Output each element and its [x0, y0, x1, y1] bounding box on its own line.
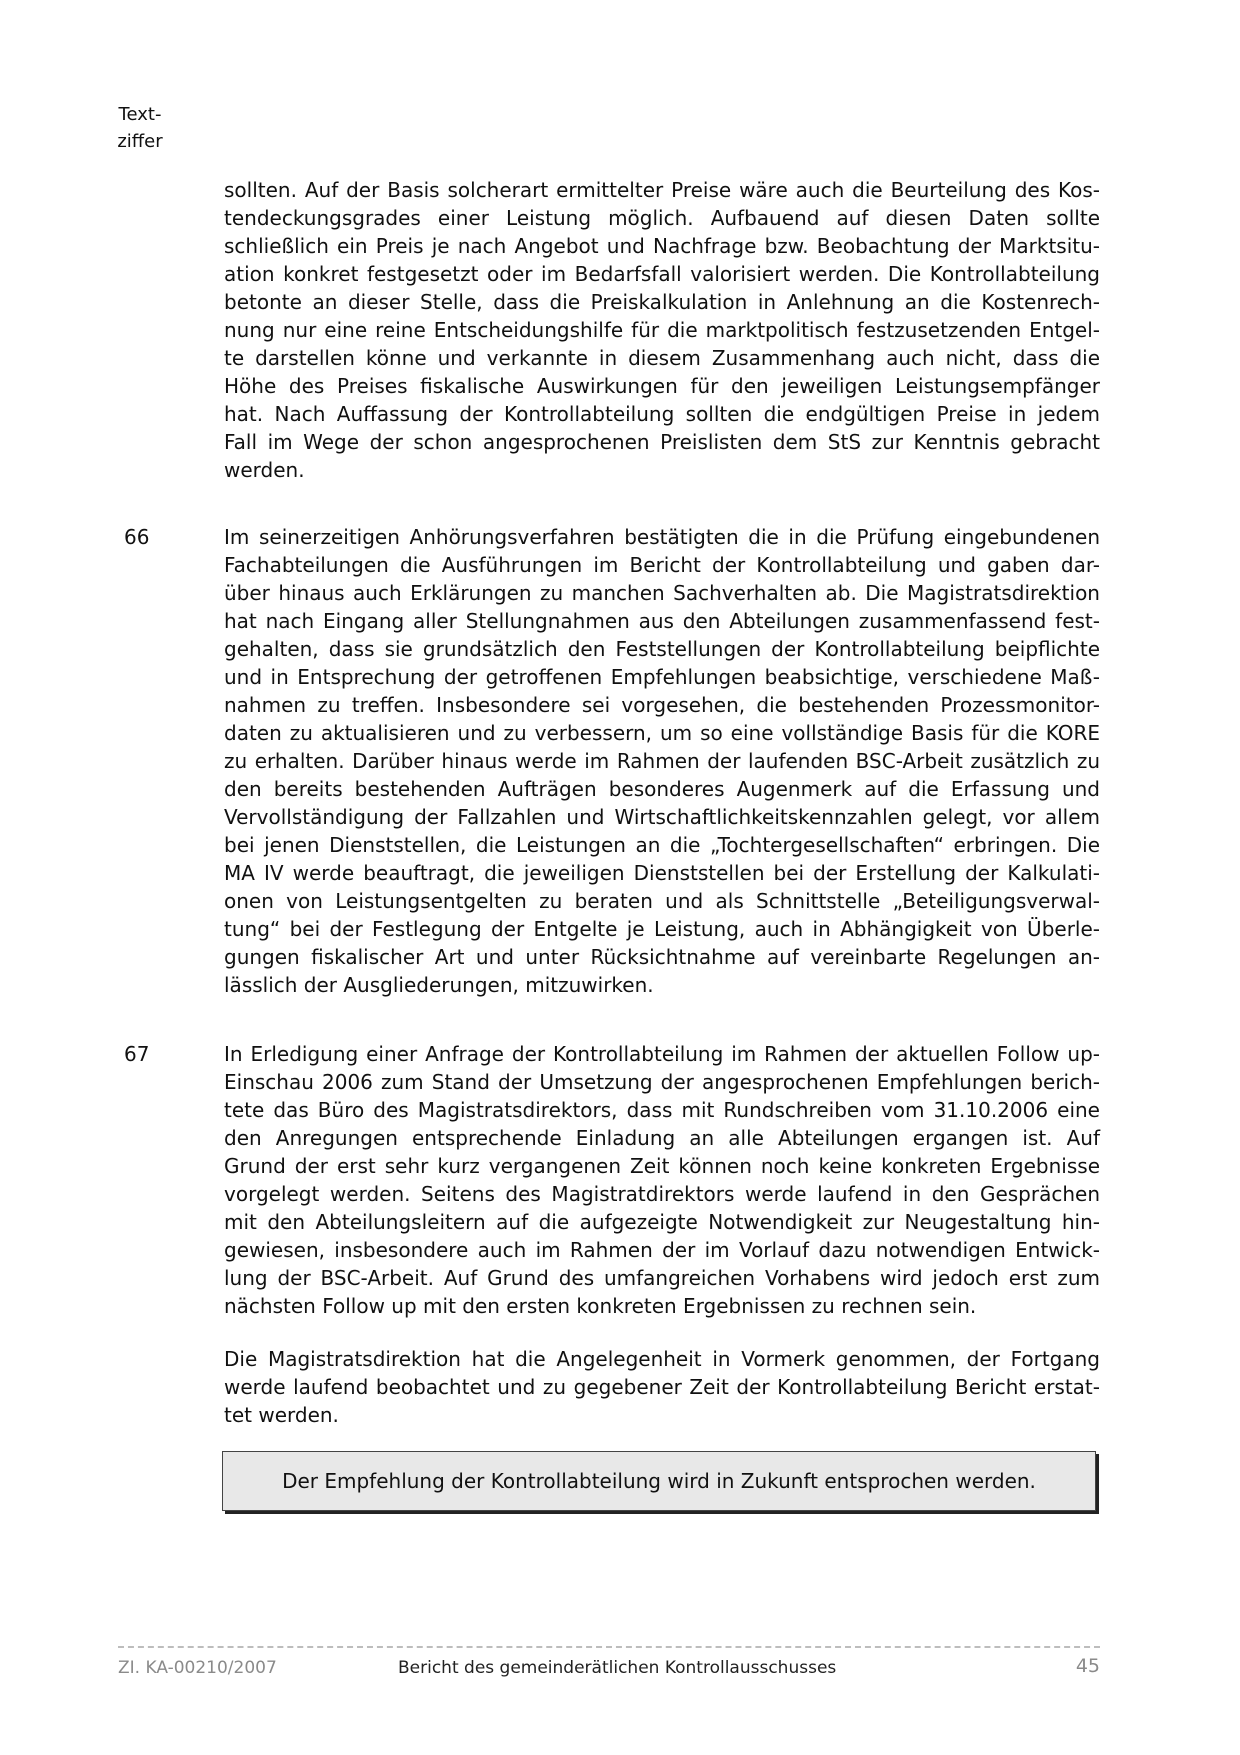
- paragraph-67-followup: [224, 1345, 1100, 1429]
- paragraph-line: sollten. Auf der Basis solcherart ermittelter Preise wäre auch die Beurteilung des Kos-: [224, 178, 1100, 202]
- paragraph-line: daten zu aktualisieren und zu verbessern, um so eine vollständige Basis für die KORE: [224, 721, 1100, 745]
- paragraph-line: tet werden.: [224, 1403, 339, 1427]
- paragraph-line: Höhe des Preises fiskalische Auswirkungen für den jeweiligen Leistungsempfänger: [224, 374, 1100, 398]
- paragraph-line: betonte an dieser Stelle, dass die Preiskalkulation in Anlehnung an die Kostenrech-: [224, 290, 1100, 314]
- paragraph-line: nahmen zu treffen. Insbesondere sei vorgesehen, die bestehenden Prozessmonitor-: [224, 693, 1100, 717]
- paragraph-line: Im seinerzeitigen Anhörungsverfahren bestätigten die in die Prüfung eingebundenen: [224, 525, 1100, 549]
- recommendation-box: Der Empfehlung der Kontrollabteilung wird in Zukunft entsprochen werden.: [222, 1451, 1096, 1511]
- paragraph-line: hat. Nach Auffassung der Kontrollabteilung sollten die endgültigen Preise in jedem: [224, 402, 1100, 426]
- paragraph-line: zu erhalten. Darüber hinaus werde im Rahmen der laufenden BSC-Arbeit zusätzlich zu: [224, 749, 1100, 773]
- paragraph-line: ation konkret festgesetzt oder im Bedarfsfall valorisiert werden. Die Kontrollabteilung: [224, 262, 1100, 286]
- paragraph-line: lung der BSC-Arbeit. Auf Grund des umfangreichen Vorhabens wird jedoch erst zum: [224, 1266, 1100, 1290]
- paragraph-line: Die Magistratsdirektion hat die Angelegenheit in Vormerk genommen, der Fortgang: [224, 1347, 1100, 1371]
- paragraph-line: tendeckungsgrades einer Leistung möglich. Aufbauend auf diesen Daten sollte: [224, 206, 1100, 230]
- paragraph-66: [224, 523, 1100, 999]
- paragraph-continuation: [224, 176, 1100, 484]
- paragraph-line: tete das Büro des Magistratsdirektors, dass mit Rundschreiben vom 31.10.2006 eine: [224, 1098, 1100, 1122]
- paragraph-line: Fall im Wege der schon angesprochenen Preislisten dem StS zur Kenntnis gebracht: [224, 430, 1100, 454]
- paragraph-line: nächsten Follow up mit den ersten konkreten Ergebnissen zu rechnen sein.: [224, 1294, 977, 1318]
- paragraph-line: bei jenen Dienststellen, die Leistungen an die „Tochtergesellschaften“ erbringen. Die: [224, 833, 1100, 857]
- paragraph-line: und in Entsprechung der getroffenen Empfehlungen beabsichtige, verschiedene Maß-: [224, 665, 1100, 689]
- paragraph-line: Einschau 2006 zum Stand der Umsetzung der angesprochenen Empfehlungen berich-: [224, 1070, 1100, 1094]
- paragraph-line: nung nur eine reine Entscheidungshilfe für die marktpolitisch festzusetzenden Entgel-: [224, 318, 1100, 342]
- paragraph-line: den bereits bestehenden Aufträgen besonderes Augenmerk auf die Erfassung und: [224, 777, 1100, 801]
- paragraph-line: MA IV werde beauftragt, die jeweiligen Dienststellen bei der Erstellung der Kalkulati-: [224, 861, 1100, 885]
- paragraph-line: In Erledigung einer Anfrage der Kontrollabteilung im Rahmen der aktuellen Follow up-: [224, 1042, 1100, 1066]
- paragraph-line: te darstellen könne und verkannte in diesem Zusammenhang auch nicht, dass die: [224, 346, 1100, 370]
- paragraph-line: lässlich der Ausgliederungen, mitzuwirken.: [224, 973, 654, 997]
- paragraph-line: Vervollständigung der Fallzahlen und Wirtschaftlichkeitskennzahlen gelegt, vor allem: [224, 805, 1100, 829]
- footer-reference: ZI. KA-00210/2007: [118, 1658, 277, 1678]
- paragraph-line: gewiesen, insbesondere auch im Rahmen der im Vorlauf dazu notwendigen Entwick-: [224, 1238, 1100, 1262]
- margin-header-textziffer: [100, 101, 180, 155]
- paragraph-line: Grund der erst sehr kurz vergangenen Zeit können noch keine konkreten Ergebnisse: [224, 1154, 1100, 1178]
- paragraph-line: gungen fiskalischer Art und unter Rücksichtnahme auf vereinbarte Regelungen an-: [224, 945, 1100, 969]
- paragraph-line: gehalten, dass sie grundsätzlich den Feststellungen der Kontrollabteilung beipflichte: [224, 637, 1100, 661]
- paragraph-line: werden.: [224, 458, 305, 482]
- paragraph-line: schließlich ein Preis je nach Angebot und Nachfrage bzw. Beobachtung der Marktsitu-: [224, 234, 1100, 258]
- page-number: 45: [1075, 1655, 1100, 1677]
- paragraph-line: onen von Leistungsentgelten zu beraten und als Schnittstelle „Beteiligungsverwal-: [224, 889, 1100, 913]
- paragraph-line: werde laufend beobachtet und zu gegebener Zeit der Kontrollabteilung Bericht erstat-: [224, 1375, 1100, 1399]
- textziffer-number-67: 67: [124, 1042, 150, 1066]
- paragraph-line: hat nach Eingang aller Stellungnahmen aus den Abteilungen zusammenfassend fest-: [224, 609, 1100, 633]
- margin-header-line-1: Text-: [118, 104, 162, 125]
- footer-title: Bericht des gemeinderätlichen Kontrollausschusses: [398, 1658, 837, 1678]
- paragraph-line: den Anregungen entsprechende Einladung an alle Abteilungen ergangen ist. Auf: [224, 1126, 1100, 1150]
- textziffer-number-66: 66: [124, 525, 150, 549]
- paragraph-line: vorgelegt werden. Seitens des Magistratdirektors werde laufend in den Gesprächen: [224, 1182, 1100, 1206]
- paragraph-line: tung“ bei der Festlegung der Entgelte je Leistung, auch in Abhängigkeit von Überle-: [224, 917, 1100, 941]
- paragraph-line: Fachabteilungen die Ausführungen im Bericht der Kontrollabteilung und gaben dar-: [224, 553, 1100, 577]
- paragraph-67: [224, 1040, 1100, 1320]
- margin-header-line-2: ziffer: [117, 131, 163, 152]
- paragraph-line: mit den Abteilungsleitern auf die aufgezeigte Notwendigkeit zur Neugestaltung hin-: [224, 1210, 1100, 1234]
- footer-divider: [118, 1646, 1100, 1648]
- paragraph-line: über hinaus auch Erklärungen zu manchen Sachverhalten ab. Die Magistratsdirektion: [224, 581, 1100, 605]
